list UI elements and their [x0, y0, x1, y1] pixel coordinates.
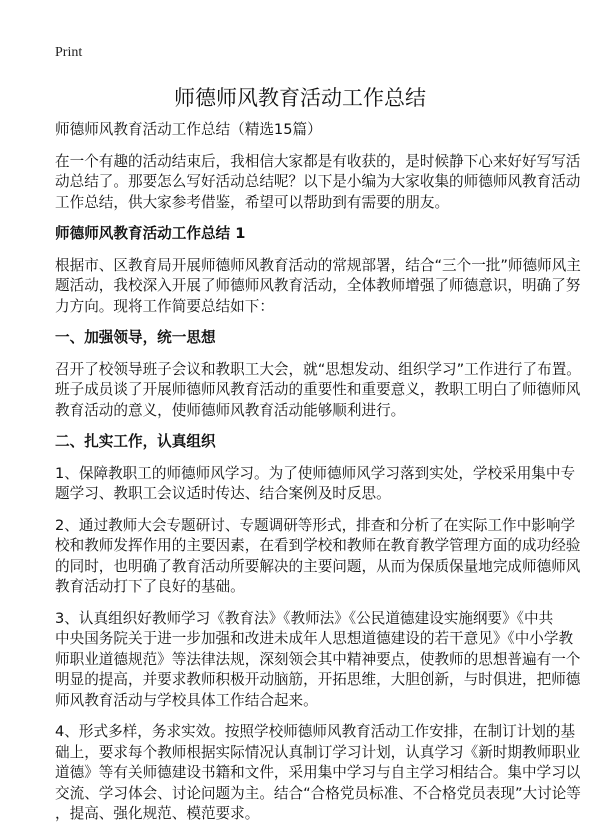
text-line: 师德师风教育活动工作总结（精选15篇） [55, 121, 322, 138]
page-title: 师德师风教育活动工作总结 [174, 86, 426, 110]
section-heading [55, 328, 565, 349]
text-line: 师德师风教育活动工作总结 1 [55, 225, 246, 242]
text-line: 2、通过教师大会专题研讨、专题调研等形式，排查和分析了在实际工作中影响学 [55, 516, 576, 534]
text-line: 3、认真组织好教师学习《教育法》《教师法》《公民道德建设实施纲要》《中共 [55, 609, 554, 627]
text-line: 一、加强领导，统一思想 [55, 329, 216, 346]
text-line: 题活动，我校深入开展了师德师风教育活动，全体教师增强了师德意识，明确了努 [55, 277, 581, 294]
text-line: 教育活动打下了良好的基础。 [55, 578, 245, 595]
text-line: 1、保障教职工的师德师风学习。为了使师德师风学习落到实处，学校采用集中专 [55, 464, 576, 482]
paragraph [55, 360, 581, 422]
paragraph [55, 152, 581, 214]
text-line: 师职业道德规范》等法律法规，深刻领会其中精神要点，使教师的思想普遍有一个 [55, 650, 581, 668]
paragraph [55, 464, 576, 505]
paragraph [55, 516, 581, 598]
text-line: 道德》等有关师德建设书籍和文件，采用集中学习与自主学习相结合。集中学习以 [55, 764, 581, 781]
paragraph [55, 120, 565, 141]
text-line: 础上，要求每个教师根据实际情况认真制订学习计划，认真学习《新时期教师职业 [55, 743, 581, 761]
print-link[interactable]: Print [55, 45, 83, 60]
text-line: 在一个有趣的活动结束后，我相信大家都是有收获的，是时候静下心来好好写写活 [55, 152, 581, 170]
text-line: 二、扎实工作，认真组织 [55, 433, 216, 450]
paragraph [55, 609, 581, 712]
text-line: 教育活动的意义，使师德师风教育活动能够顺利进行。 [55, 401, 406, 419]
text-line: 召开了校领导班子会议和教职工大会，就“思想发动、组织学习”工作进行了布置。 [55, 360, 581, 378]
text-line: 力方向。现将工作简要总结如下： [55, 297, 274, 315]
paragraph [55, 256, 581, 318]
paragraph [55, 722, 581, 825]
text-line: 明显的提高，并要求教师积极开动脑筋，开拓思维，大胆创新，与时俱进，把师德 [55, 671, 581, 688]
text-line: 班子成员谈了开展师德师风教育活动的重要性和重要意义，教职工明白了师德师风 [55, 381, 581, 398]
text-line: 动总结了。那要怎么写好活动总结呢？以下是小编为大家收集的师德师风教育活动 [55, 173, 581, 190]
text-line: 交流、学习体会、讨论问题为主。结合“合格党员标准、不合格党员表现”大讨论等 [55, 784, 581, 802]
text-line: 工作总结，供大家参考借鉴，希望可以帮助到有需要的朋友。 [55, 193, 450, 211]
document-body [55, 120, 581, 828]
text-line: 中央国务院关于进一步加强和改进未成年人思想道德建设的若干意见》《中小学教 [55, 630, 574, 647]
section-heading [55, 224, 565, 245]
text-line: 根据市、区教育局开展师德师风教育活动的常规部署，结合“三个一批”师德师风主 [55, 256, 581, 274]
text-line: 校和教师发挥作用的主要因素，在看到学校和教师在教育教学管理方面的成功经验 [55, 537, 581, 554]
text-line: 题学习、教职工会议适时传达、结合案例及时反思。 [55, 485, 391, 502]
text-line: 4、形式多样，务求实效。按照学校师德师风教育活动工作安排，在制订计划的基 [55, 723, 576, 740]
text-line: ，提高、强化规范、模范要求。 [55, 805, 260, 822]
text-line: 的同时，也明确了教育活动所要解决的主要问题，从而为保质保量地完成师德师风 [55, 557, 581, 575]
text-line: 师风教育活动与学校具体工作结合起来。 [55, 691, 318, 709]
section-heading [55, 432, 565, 453]
